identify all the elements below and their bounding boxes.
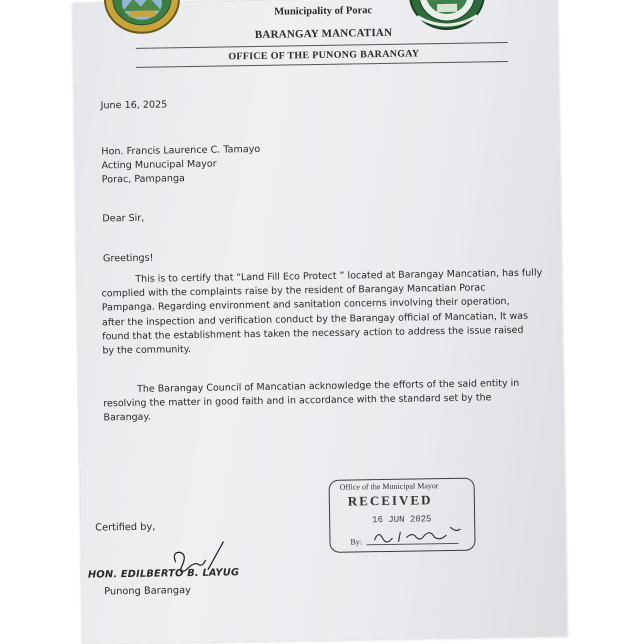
stamp-office: Office of the Municipal Mayor [339,481,439,492]
paragraph-line: after the inspection and verification conduct by the Barangay official of Mancatian, It was [101,310,529,329]
salutation: Dear Sir, [102,212,145,225]
paragraph-line: found that the establishment has taken the necessary action to address the issue raised [102,324,524,343]
paragraph-line: Pampanga. Regarding environment and sanitation concerns involving their operation, [101,296,510,314]
paragraph-line: by the community. [102,344,192,357]
greeting: Greetings! [102,252,154,265]
received-stamp [329,478,476,553]
body-paragraph-2 [103,377,544,427]
stamp-date: 16 JUN 2025 [372,514,432,526]
letterhead-office: OFFICE OF THE PUNONG BARANGAY [228,48,420,63]
recipient-title: Acting Munucipal Mayor [101,158,217,172]
paragraph-line: This is to certify that “Land Fill Eco Protect ” located at Barangay Mancatian, has fully [135,267,543,285]
closing: Certified by, [95,521,156,534]
letter-date: June 16, 2025 [100,99,168,112]
stamp-handwriting-icon [370,523,466,547]
signatory-name: HON. EDILBERTO B. LAYUG [87,567,240,581]
stamp-by-label: By: [350,537,363,547]
paragraph-line: resolving the matter in good faith and in accordance with the standard set by the [103,392,492,410]
letterhead-municipality: Municipality of Porac [274,5,373,18]
paragraph-line: Barangay. [103,412,151,424]
barangay-seal-icon [103,0,182,35]
letter-page [73,0,567,644]
letterhead-barangay: BARANGAY MANCATIAN [254,26,393,41]
paragraph-line: The Barangay Council of Mancatian acknowledge the efforts of the said entity in [136,377,520,395]
recipient-address: Porac, Pampanga [101,173,185,186]
body-paragraph-1 [101,267,542,359]
signatory-position: Punong Barangay [104,585,192,598]
recipient-name: Hon. Francis Laurence C. Tamayo [101,143,261,158]
paragraph-line: complied with the complaints raise by the resident of Barangay Mancatian Porac [101,282,486,300]
stamp-label: RECEIVED [347,492,433,509]
